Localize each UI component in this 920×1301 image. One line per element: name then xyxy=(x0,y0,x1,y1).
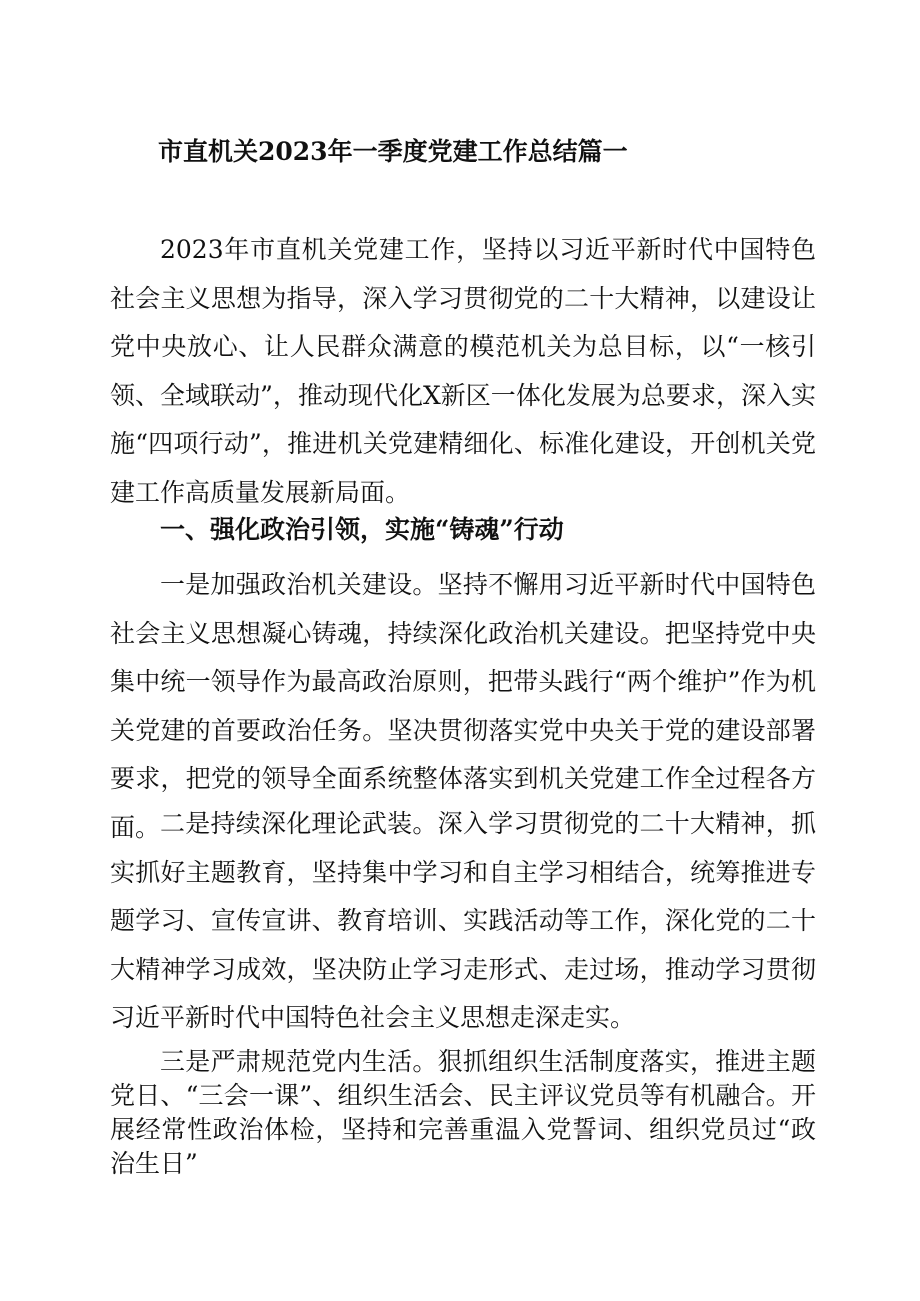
section-heading: 一、强化政治引领，实施“铸魂”行动 xyxy=(160,515,564,544)
paragraph-item-1: 一是加强政治机关建设。坚持不懈用习近平新时代中国特色社会主义思想凝心铸魂，持续深化政治机关建设。把坚持党中央集中统一领导作为最高政治原则，把带头践行“两个维护”作为机关党建的首要政治任务。坚决贯彻落实党中央关于党的建设部署要求，把党的领导全面系统整体落实到机关党建工作全过程各方面。 xyxy=(110,570,816,842)
paragraph-item-2: 二是持续深化理论武装。深入学习贯彻党的二十大精神，抓实抓好主题教育，坚持集中学习和自主学习相结合，统筹推进专题学习、宣传宣讲、教育培训、实践活动等工作，深化党的二十大精神学习成效，坚决防止学习走形式、走过场，推动学习贯彻习近平新时代中国特色社会主义思想走深走实。 xyxy=(110,809,816,1033)
paragraph-item-3: 三是严肃规范党内生活。狠抓组织生活制度落实，推进主题党日、“三会一课”、组织生活会、民主评议党员等有机融合。开展经常性政治体检，坚持和完善重温入党誓词、组织党员过“政治生日” xyxy=(110,1047,816,1178)
intro-paragraph: 2023年市直机关党建工作，坚持以习近平新时代中国特色社会主义思想为指导，深入学习贯彻党的二十大精神，以建设让党中央放心、让人民群众满意的模范机关为总目标，以“一核引领、全域联动”，推动现代化X新区一体化发展为总要求，深入实施“四项行动”，推进机关党建精细化、标准化建设，开创机关党建工作高质量发展新局面。 xyxy=(110,235,816,507)
document-title: 市直机关2023年一季度党建工作总结篇一 xyxy=(158,137,628,166)
